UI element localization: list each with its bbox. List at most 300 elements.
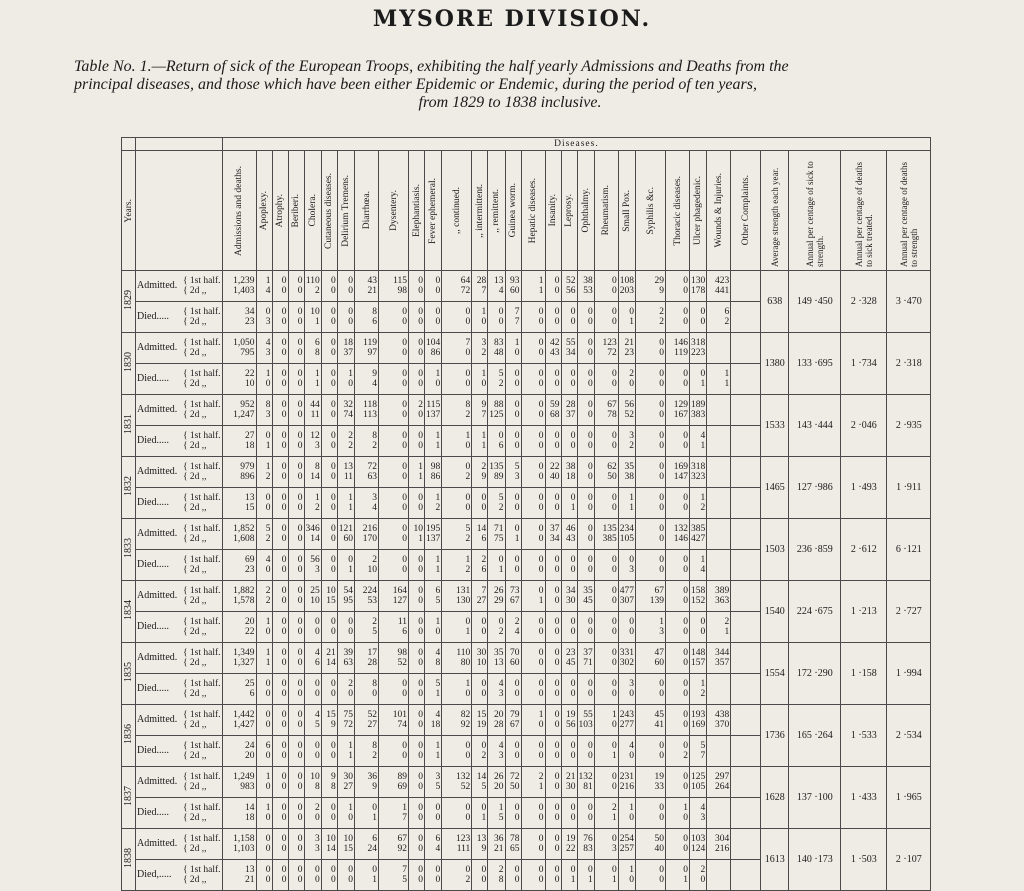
table-cell (666, 736, 690, 767)
cell-first-half: 5 (435, 678, 441, 689)
table-cell (409, 736, 425, 767)
cell-second-half: 0 (465, 441, 471, 451)
table-cell (288, 736, 304, 767)
cell-first-half: 1,882 (233, 585, 255, 596)
cell-first-half: 98 (397, 647, 408, 658)
cell-first-half: 52 (367, 709, 378, 720)
cell-first-half: 0 (281, 647, 287, 658)
table-cell (561, 364, 577, 395)
cell-first-half: 0 (281, 430, 287, 441)
cell-first-half: 0 (281, 833, 287, 844)
cell-first-half: 385 (691, 523, 706, 534)
table-cell (355, 302, 379, 333)
cell-second-half: 2 (724, 317, 730, 327)
table-cell (618, 860, 635, 891)
cell-second-half: 27 (476, 596, 487, 606)
table-cell (222, 643, 256, 674)
table-cell (337, 829, 354, 860)
cell-first-half: 3 (372, 492, 378, 503)
cell-first-half: 0 (612, 430, 617, 441)
cell-second-half: 0 (659, 503, 665, 513)
table-cell (636, 612, 666, 643)
cell-second-half: 1 (315, 379, 320, 389)
row-label (136, 798, 223, 829)
table-cell (321, 271, 337, 302)
cell-second-half: 28 (367, 658, 378, 668)
cell-first-half: 50 (654, 833, 665, 844)
cell-second-half: 3 (514, 472, 520, 482)
cell-first-half: 0 (418, 368, 424, 379)
cell-first-half: 0 (554, 492, 560, 503)
table-cell (256, 333, 272, 364)
header-disease-6 (355, 151, 379, 271)
cell-first-half: 9 (331, 771, 336, 782)
cell-first-half: 0 (481, 864, 487, 875)
cell-first-half: 130 (691, 275, 706, 286)
second-half-label: { 2d ,, (183, 286, 207, 296)
cell-second-half: 0 (297, 410, 303, 420)
cell-first-half: 4 (315, 647, 320, 658)
first-half-label: { 1st half. (183, 834, 221, 844)
cell-first-half: 0 (418, 771, 424, 782)
cell-second-half: 20 (494, 782, 504, 792)
table-cell (594, 333, 618, 364)
cell-first-half: 7 (514, 306, 520, 317)
cell-second-half: 0 (538, 844, 544, 854)
year-cell (122, 643, 136, 705)
cell-first-half: 195 (426, 523, 441, 534)
cell-second-half: 29 (494, 596, 504, 606)
cell-first-half: 7 (402, 864, 408, 875)
cell-first-half: 0 (418, 709, 424, 720)
table-cell (690, 271, 707, 302)
cell-first-half: 2 (372, 616, 378, 627)
table-cell (521, 550, 545, 581)
cell-second-half: 3 (498, 751, 504, 761)
table-cell (690, 767, 707, 798)
header-disease-label: ,, continued. (451, 187, 462, 234)
cell-second-half: 1 (570, 503, 576, 513)
table-cell (636, 829, 666, 860)
summary-cell: 3 ·470 (887, 271, 931, 333)
cell-first-half: 0 (418, 802, 424, 813)
cell-first-half: 0 (402, 554, 408, 565)
cell-second-half: 0 (554, 782, 560, 792)
table-cell (731, 829, 761, 860)
table-cell (256, 271, 272, 302)
cell-first-half: 0 (683, 616, 689, 627)
table-cell (594, 519, 618, 550)
table-cell (488, 767, 505, 798)
cell-second-half: 137 (426, 534, 441, 544)
table-cell (618, 519, 635, 550)
cell-second-half: 0 (281, 410, 287, 420)
table-cell (472, 550, 488, 581)
row-label (136, 364, 223, 395)
table-cell (304, 488, 321, 519)
table-cell (521, 271, 545, 302)
table-cell (690, 736, 707, 767)
cell-second-half: 0 (588, 751, 593, 761)
cell-second-half: 157 (691, 658, 706, 668)
table-cell (577, 302, 594, 333)
diseases-band: Diseases. (222, 138, 931, 151)
table-cell (488, 643, 505, 674)
table-cell (505, 333, 521, 364)
cell-first-half: 231 (619, 771, 635, 782)
table-cell (272, 767, 288, 798)
cell-first-half: 0 (538, 802, 544, 813)
second-half-label: { 2d ,, (183, 844, 207, 854)
cell-second-half: 0 (418, 565, 424, 575)
table-cell (666, 643, 690, 674)
cell-first-half: 0 (538, 430, 544, 441)
table-cell (561, 736, 577, 767)
cell-second-half: 0 (514, 875, 520, 885)
table-cell (304, 395, 321, 426)
cell-first-half: 8 (372, 678, 378, 689)
table-cell (222, 550, 256, 581)
cell-second-half: 9 (481, 472, 487, 482)
table-cell (505, 395, 521, 426)
cell-first-half: 0 (683, 585, 689, 596)
summary-cell: 638 (761, 271, 789, 333)
row-halves (183, 834, 221, 854)
table-cell (337, 426, 354, 457)
cell-second-half: 80 (460, 658, 471, 668)
table-cell (505, 302, 521, 333)
cell-first-half: 119 (363, 337, 378, 348)
table-row (122, 395, 931, 426)
table-cell (731, 426, 761, 457)
cell-second-half: 0 (402, 472, 408, 482)
table-cell (304, 829, 321, 860)
table-cell (288, 550, 304, 581)
cell-first-half: 0 (418, 430, 424, 441)
cell-first-half: 4 (629, 740, 635, 751)
table-cell (379, 457, 409, 488)
table-cell (618, 550, 635, 581)
header-blank-label (136, 138, 223, 151)
table-cell (618, 674, 635, 705)
table-cell (521, 612, 545, 643)
table-cell (222, 519, 256, 550)
table-cell (256, 674, 272, 705)
table-cell (288, 674, 304, 705)
cell-second-half: 4 (435, 844, 441, 854)
cell-first-half: 0 (554, 585, 560, 596)
cell-second-half: 0 (554, 317, 560, 327)
table-cell (636, 395, 666, 426)
table-cell (505, 829, 521, 860)
table-cell (442, 271, 472, 302)
cell-second-half: 8 (315, 348, 320, 358)
cell-first-half: 1 (265, 647, 271, 658)
table-cell (442, 581, 472, 612)
row-label (136, 550, 223, 581)
second-half-label: { 2d ,, (183, 348, 207, 358)
cell-first-half: 0 (402, 399, 408, 410)
table-cell (379, 519, 409, 550)
cell-first-half: 331 (619, 647, 635, 658)
second-half-label: { 2d ,, (183, 658, 207, 668)
table-cell (561, 798, 577, 829)
row-kind: Died..... (137, 373, 169, 385)
cell-first-half: 158 (691, 585, 706, 596)
cell-first-half: 0 (281, 864, 287, 875)
table-cell (545, 581, 561, 612)
cell-first-half: 0 (297, 678, 303, 689)
cell-first-half: 0 (315, 740, 320, 751)
year-label: 1834 (123, 600, 134, 620)
cell-second-half: 0 (629, 379, 635, 389)
cell-first-half: 52 (566, 275, 576, 286)
cell-first-half: 1,442 (233, 709, 255, 720)
cell-first-half: 0 (418, 306, 424, 317)
cell-second-half: 74 (343, 410, 354, 420)
table-cell (379, 643, 409, 674)
table-cell (707, 674, 731, 705)
table-cell (272, 488, 288, 519)
cell-second-half: 27 (367, 720, 378, 730)
table-cell (256, 860, 272, 891)
cell-second-half: 9 (372, 782, 378, 792)
cell-second-half: 0 (265, 720, 271, 730)
table-cell (425, 333, 442, 364)
cell-second-half: 52 (460, 782, 471, 792)
header-disease-24 (731, 151, 761, 271)
table-cell (355, 333, 379, 364)
cell-first-half: 1 (481, 306, 487, 317)
table-cell (321, 550, 337, 581)
cell-first-half: 56 (624, 399, 635, 410)
summary-cell: 1533 (761, 395, 789, 457)
cell-second-half: 0 (435, 813, 441, 823)
table-cell (666, 798, 690, 829)
table-cell (545, 426, 561, 457)
table-cell (272, 674, 288, 705)
cell-first-half: 0 (265, 492, 271, 503)
cell-second-half: 0 (683, 720, 689, 730)
table-cell (321, 798, 337, 829)
cell-second-half: 137 (426, 410, 441, 420)
cell-first-half: 0 (435, 802, 441, 813)
cell-second-half: 152 (691, 596, 706, 606)
cell-second-half: 30 (566, 782, 576, 792)
cell-second-half: 1 (481, 441, 487, 451)
row-label (136, 767, 223, 798)
table-cell (222, 333, 256, 364)
cell-first-half: 8 (265, 399, 271, 410)
cell-first-half: 0 (514, 430, 520, 441)
cell-second-half: 0 (315, 875, 320, 885)
table-cell (577, 674, 594, 705)
cell-second-half: 2 (265, 596, 271, 606)
table-cell (272, 333, 288, 364)
table-cell (442, 364, 472, 395)
table-cell (379, 488, 409, 519)
header-years (122, 151, 136, 271)
cell-first-half: 0 (554, 430, 560, 441)
cell-second-half: 0 (331, 503, 336, 513)
cell-first-half: 0 (435, 275, 441, 286)
header-disease-12 (488, 151, 505, 271)
caption-line-1: Table No. 1.—Return of sick of the European Troops, exhibiting the half yearly Admissions and Deaths from the (74, 58, 789, 75)
table-cell (256, 426, 272, 457)
row-halves (183, 741, 221, 761)
cell-second-half: 119 (674, 348, 689, 358)
year-label: 1832 (123, 476, 134, 496)
table-cell (337, 767, 354, 798)
cell-second-half: 130 (456, 596, 471, 606)
table-cell (472, 674, 488, 705)
cell-first-half: 0 (465, 368, 471, 379)
summary-cell: 1465 (761, 457, 789, 519)
first-half-label: { 1st half. (183, 648, 221, 658)
cell-first-half: 0 (588, 802, 593, 813)
cell-second-half: 0 (612, 689, 617, 699)
cell-first-half: 318 (691, 461, 706, 472)
cell-first-half: 164 (392, 585, 408, 596)
cell-first-half: 0 (281, 306, 287, 317)
table-cell (288, 395, 304, 426)
first-half-label: { 1st half. (183, 710, 221, 720)
cell-first-half: 132 (673, 523, 689, 534)
cell-second-half: 6 (249, 689, 255, 699)
cell-second-half: 5 (435, 596, 441, 606)
cell-first-half: 34 (245, 306, 255, 317)
cell-first-half: 1 (435, 616, 441, 627)
cell-second-half: 0 (418, 348, 424, 358)
cell-first-half: 132 (456, 771, 471, 782)
cell-first-half: 146 (673, 337, 689, 348)
table-cell (355, 457, 379, 488)
cell-first-half: 0 (588, 616, 593, 627)
cell-second-half: 0 (538, 658, 544, 668)
cell-first-half: 1 (265, 461, 271, 472)
cell-second-half: 0 (588, 472, 593, 482)
cell-second-half: 0 (588, 689, 593, 699)
cell-first-half: 0 (538, 616, 544, 627)
cell-second-half: 0 (348, 875, 354, 885)
table-cell (636, 519, 666, 550)
cell-second-half: 22 (566, 844, 576, 854)
cell-second-half: 2 (265, 534, 271, 544)
second-half-label: { 2d ,, (183, 627, 207, 637)
cell-second-half: 27 (343, 782, 354, 792)
cell-second-half: 0 (331, 813, 336, 823)
table-cell (636, 705, 666, 736)
cell-second-half: 1,608 (233, 534, 255, 544)
cell-second-half: 0 (538, 627, 544, 637)
cell-first-half: 0 (297, 771, 303, 782)
summary-cell: 140 ·173 (789, 829, 841, 891)
year-cell (122, 519, 136, 581)
table-cell (618, 643, 635, 674)
row-label (136, 736, 223, 767)
table-cell (545, 364, 561, 395)
cell-second-half: 0 (659, 472, 665, 482)
cell-second-half: 0 (315, 813, 320, 823)
cell-second-half: 0 (265, 627, 271, 637)
cell-first-half: 0 (514, 492, 520, 503)
table-cell (707, 736, 731, 767)
cell-second-half: 18 (245, 441, 255, 451)
cell-first-half: 1 (538, 709, 544, 720)
table-cell (442, 302, 472, 333)
cell-second-half: 56 (566, 286, 576, 296)
cell-second-half: 23 (245, 317, 255, 327)
row-halves (183, 679, 221, 699)
row-kind: Admitted. (137, 652, 178, 664)
table-cell (442, 767, 472, 798)
table-row (122, 829, 931, 860)
cell-first-half: 2 (348, 430, 354, 441)
table-cell (355, 798, 379, 829)
cell-first-half: 14 (476, 523, 487, 534)
header-disease-label: Wounds & Injuries. (713, 173, 724, 248)
table-cell (690, 829, 707, 860)
table-cell (256, 798, 272, 829)
cell-first-half: 0 (538, 864, 544, 875)
cell-second-half: 0 (465, 751, 471, 761)
cell-first-half: 0 (281, 616, 287, 627)
cell-first-half: 979 (240, 461, 255, 472)
table-cell (505, 364, 521, 395)
cell-second-half: 3 (315, 565, 320, 575)
table-cell (472, 798, 488, 829)
table-cell (472, 457, 488, 488)
cell-first-half: 0 (683, 833, 689, 844)
table-cell (561, 426, 577, 457)
cell-second-half: 0 (281, 286, 287, 296)
table-cell (521, 829, 545, 860)
cell-second-half: 0 (418, 503, 424, 513)
header-disease-label: Rheumatism. (601, 185, 612, 236)
table-cell (690, 395, 707, 426)
header-summary-label: Average strength each year. (769, 167, 780, 267)
cell-second-half: 0 (514, 410, 520, 420)
cell-second-half: 72 (343, 720, 354, 730)
cell-second-half: 11 (310, 410, 320, 420)
cell-second-half: 0 (281, 658, 287, 668)
summary-cell: 143 ·444 (789, 395, 841, 457)
row-kind: Died..... (137, 311, 169, 323)
cell-second-half: 1 (570, 875, 576, 885)
table-cell (472, 488, 488, 519)
row-halves (183, 555, 221, 575)
cell-first-half: 26 (494, 585, 504, 596)
table-cell (666, 457, 690, 488)
cell-second-half: 5 (481, 782, 487, 792)
cell-first-half: 0 (514, 802, 520, 813)
table-cell (707, 860, 731, 891)
table-cell (355, 488, 379, 519)
summary-cell: 1540 (761, 581, 789, 643)
table-cell (256, 302, 272, 333)
table-cell (288, 364, 304, 395)
cell-second-half: 0 (612, 658, 617, 668)
cell-second-half: 0 (281, 596, 287, 606)
cell-second-half: 14 (310, 534, 320, 544)
cell-second-half: 0 (348, 286, 354, 296)
cell-second-half: 13 (494, 658, 504, 668)
cell-second-half: 264 (715, 782, 730, 792)
first-half-label: { 1st half. (183, 679, 221, 689)
cell-second-half: 21 (245, 875, 255, 885)
cell-first-half: 0 (570, 740, 576, 751)
row-halves (183, 493, 221, 513)
